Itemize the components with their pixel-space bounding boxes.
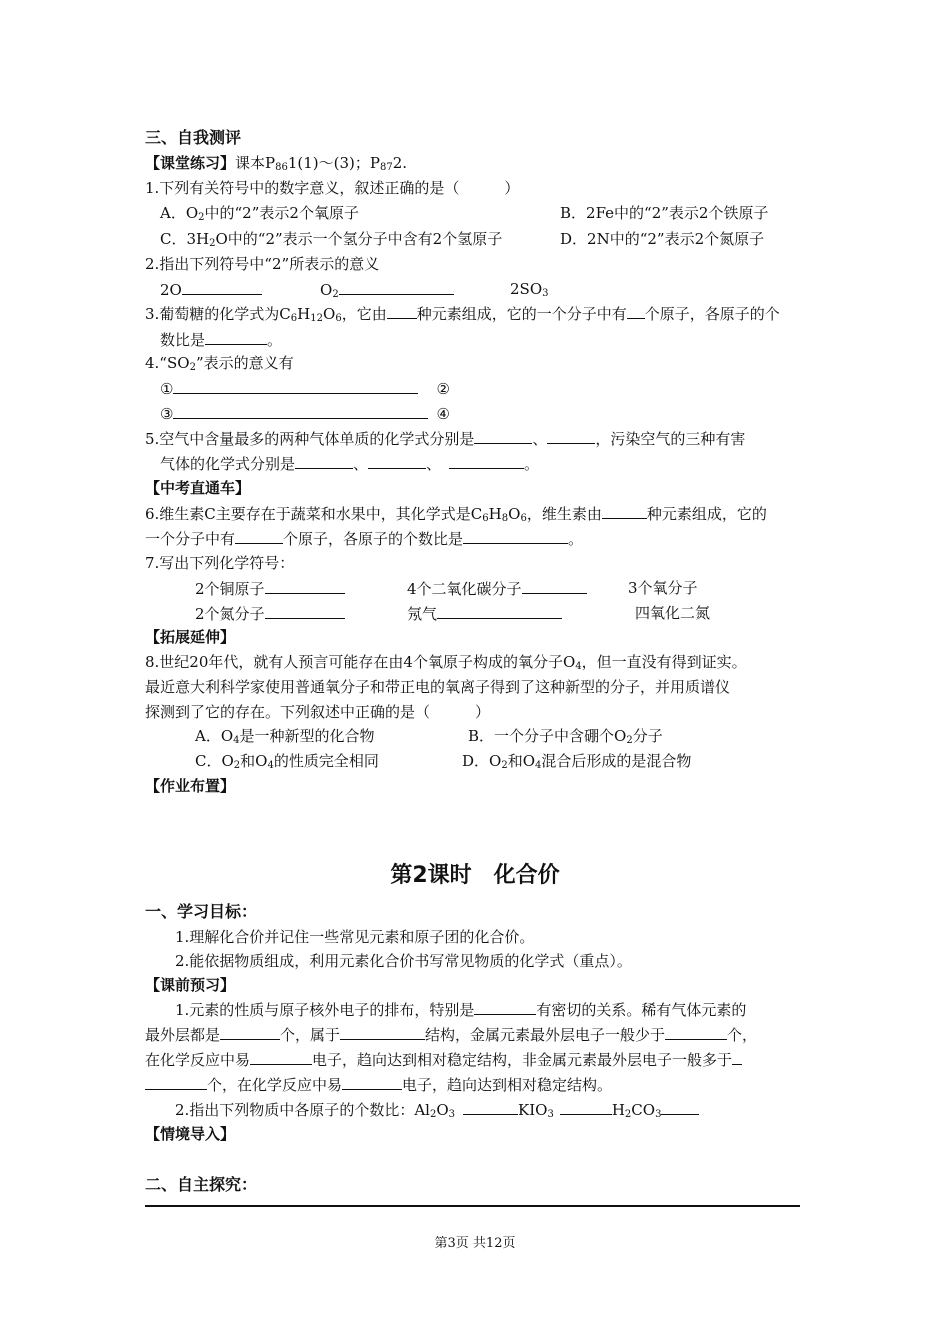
q5-blank-2[interactable] (547, 428, 595, 444)
q3-a: ，它由 (341, 305, 387, 323)
p1-line-3 (145, 1049, 742, 1070)
q8-line-2: 最近意大利科学家使用普通氧分子和带正电的氧离子得到了这种新型的分子，并用质谱仪 (145, 678, 731, 696)
p2-s1: 2 (429, 1109, 437, 1120)
q2-item-3 (510, 279, 549, 299)
q5-blank-1[interactable] (474, 428, 532, 444)
q8-a-post: 是一种新型的化合物 (239, 727, 375, 745)
q2-stem: 2.指出下列符号中“2”所表示的意义 (145, 255, 380, 273)
q2-blank-2[interactable] (339, 279, 454, 295)
q5-pre: 5.空气中含量最多的两种气体单质的化学式分别是 (145, 430, 475, 448)
p2-ks: 3 (547, 1109, 554, 1120)
q3-b: 种元素组成，它的一个分子中有 (416, 305, 627, 323)
q5-line-1 (145, 428, 745, 449)
q6-b: 种元素组成，它的 (646, 505, 767, 523)
q5-sep2: 、 (353, 455, 369, 473)
p1-blank-2[interactable] (220, 1024, 280, 1040)
q2-i2-pre: O (320, 281, 333, 299)
q6-s2: 8 (501, 513, 509, 524)
q3-m2: O (323, 305, 336, 323)
p1-line-1 (175, 999, 746, 1020)
q5-sep3: 、 (426, 455, 442, 473)
q8-option-b (468, 726, 663, 746)
q3-blank-1[interactable] (387, 303, 417, 319)
q4-row-1 (160, 378, 450, 399)
p1-l2d: 个， (727, 1026, 758, 1044)
q1-c-sub: 2 (209, 238, 216, 249)
q7-item-c: 3个氧分子 (628, 579, 698, 597)
divider (145, 1205, 800, 1207)
q5-end: 。 (524, 455, 540, 473)
p1-blank-7[interactable] (342, 1074, 402, 1090)
p2-s2: 3 (448, 1109, 456, 1120)
p1-blank-1[interactable] (474, 999, 536, 1015)
q4-stem (145, 353, 294, 373)
q2-i3-pre: 2SO (510, 280, 543, 298)
q1-a-post: 中的“2”表示2个氧原子 (204, 204, 359, 222)
practice-label: 【课堂练习】 (145, 154, 236, 172)
p1-l3b: 电子，趋向达到相对稳定结构，非金属元素最外层电子一般多于 (312, 1051, 733, 1069)
q6-l2b: 个原子，各原子的个数比是 (283, 530, 464, 548)
p1-l3a: 在化学反应中易 (145, 1051, 251, 1069)
q7-blank-a[interactable] (265, 578, 345, 594)
q8-d-s2: 4 (535, 760, 542, 771)
q7-e: 氖气 (407, 605, 438, 623)
q4-n4: ④ (436, 405, 450, 423)
q2-item-1 (160, 279, 262, 300)
page-sub-2: 87 (379, 162, 393, 173)
q4-n3: ③ (160, 405, 174, 423)
p2-h: H (611, 1101, 625, 1119)
q7-b: 4个二氧化碳分子 (407, 580, 522, 598)
practice-mid: 1(1)～(3)；P (287, 154, 380, 172)
p2-hs1: 2 (624, 1109, 632, 1120)
zk-label: 【中考直通车】 (145, 479, 251, 497)
q2-i1: 2O (160, 281, 182, 299)
hw-label: 【作业布置】 (145, 777, 236, 795)
q8-d-s1: 2 (501, 760, 508, 771)
q7-item-f: 四氧化二氮 (635, 604, 711, 622)
q4-row-2 (160, 403, 450, 424)
q3-l2b: 。 (267, 331, 283, 349)
q6-s3: 6 (520, 513, 527, 524)
q6-blank-3[interactable] (463, 528, 568, 544)
q2-i3-sub: 3 (542, 288, 549, 299)
q4-blank-3[interactable] (173, 403, 428, 419)
p1-blank-6a[interactable] (732, 1049, 742, 1065)
q5-mid: ，污染空气的三种有害 (595, 430, 746, 448)
q3-pre: 3.葡萄糖的化学式为C (145, 305, 291, 323)
q8-b-sub: 2 (626, 735, 633, 746)
q7-item-b (407, 578, 587, 599)
q5-blank-4[interactable] (368, 453, 426, 469)
q5-l2pre: 气体的化学式分别是 (160, 455, 296, 473)
practice-line (145, 153, 407, 173)
intro-label: 【情境导入】 (145, 1125, 236, 1143)
q7-item-e (407, 603, 562, 624)
q8-option-d (462, 751, 691, 771)
q8-c-pre: C．O (195, 752, 234, 770)
q7-item-d (195, 603, 345, 624)
q2-item-2 (320, 279, 454, 300)
q6-line-2 (145, 528, 583, 549)
q8-b-post: 分子 (632, 727, 663, 745)
q8-d-pre: D．O (462, 752, 502, 770)
q1-option-b: B．2Fe中的“2”表示2个铁原子 (560, 204, 769, 222)
q6-m1: H (488, 505, 502, 523)
p2-hm: CO (631, 1101, 656, 1119)
q3-s1: 6 (290, 313, 298, 324)
q1-option-a (160, 203, 359, 223)
q7-d: 2个氮分子 (195, 605, 265, 623)
q4-n1: ① (160, 380, 174, 398)
q8-option-a (195, 726, 375, 746)
p1-l1a: 1.元素的性质与原子核外电子的排布，特别是 (175, 1001, 475, 1019)
q1-a-pre: A．O (160, 204, 199, 222)
lesson-title: 第2课时 化合价 (390, 863, 560, 888)
q4-post: ”表示的意义有 (195, 354, 294, 372)
q8-l1a: 8.世纪20年代，就有人预言可能存在由4个氧原子构成的氧分子O (145, 653, 576, 671)
p1-l4c: 电子，趋向达到相对稳定结构。 (402, 1076, 613, 1094)
q8-c-s1: 2 (233, 760, 241, 771)
goal-1: 1.理解化合价并记住一些常见元素和原子团的化合价。 (175, 928, 535, 946)
q8-l1s: 4 (575, 661, 582, 672)
p1-blank-4[interactable] (665, 1024, 727, 1040)
p2-blank-2[interactable] (560, 1099, 612, 1115)
q8-c-post: 的性质完全相同 (273, 752, 379, 770)
page-sub-1: 86 (275, 162, 288, 173)
q5-sep1: 、 (532, 430, 548, 448)
q8-line-1 (145, 652, 747, 672)
p1-l2c: 结构，金属元素最外层电子一般少于 (425, 1026, 666, 1044)
goal-2: 2.能依据物质组成，利用元素化合价书写常见物质的化学式（重点）。 (175, 952, 632, 970)
q2-i2-sub: 2 (332, 289, 339, 300)
preview-label: 【课前预习】 (145, 976, 236, 994)
q6-blank-2[interactable] (235, 528, 283, 544)
q6-m2: O (508, 505, 521, 523)
q8-l1b: ，但一直没有得到证实。 (581, 653, 747, 671)
q3-line-2 (160, 329, 282, 350)
q6-line-1 (145, 503, 767, 524)
p1-l2a: 最外层都是 (145, 1026, 221, 1044)
q7-a: 2个铜原子 (195, 580, 265, 598)
p2-blank-3[interactable] (661, 1099, 699, 1115)
q1-c-post: O中的“2”表示一个氢分子中含有2个氢原子 (215, 230, 503, 248)
q3-blank-3[interactable] (205, 329, 267, 345)
q7-blank-d[interactable] (265, 603, 345, 619)
q8-c-s2: 4 (267, 760, 274, 771)
q6-s1: 6 (482, 513, 489, 524)
q6-pre: 6.维生素C主要存在于蔬菜和水果中，其化学式是C (145, 505, 483, 523)
p2-line (175, 1099, 699, 1120)
q6-a: ，维生素由 (526, 505, 602, 523)
q8-c-mid: 和O (240, 752, 268, 770)
q3-c: 个原子，各原子的个 (644, 305, 780, 323)
p1-l1b: 有密切的关系。稀有气体元素的 (536, 1001, 747, 1019)
section-heading-explore: 二、自主探究： (145, 1175, 258, 1194)
q4-pre: 4.“SO (145, 354, 190, 372)
p2-k: KIO (518, 1101, 548, 1119)
q3-s2: 12 (310, 313, 323, 324)
p1-blank-3[interactable] (340, 1024, 425, 1040)
q2-blank-1[interactable] (182, 279, 262, 295)
q8-d-mid: 和O (507, 752, 536, 770)
q8-d-post: 混合后形成的是混合物 (541, 752, 692, 770)
q1-option-d: D．2N中的“2”表示2个氮原子 (560, 230, 765, 248)
section-heading-goals: 一、学习目标： (145, 902, 258, 921)
q8-a-pre: A．O (195, 727, 234, 745)
section-heading-self-test: 三、自我测评 (145, 128, 242, 147)
p1-line-4 (145, 1074, 612, 1095)
q5-blank-3[interactable] (295, 453, 353, 469)
tz-label: 【拓展延伸】 (145, 628, 236, 646)
practice-ref: 课本P (235, 154, 276, 172)
p1-l2b: 个，属于 (280, 1026, 341, 1044)
p2-blank-1[interactable] (463, 1099, 518, 1115)
q6-blank-1[interactable] (602, 503, 647, 519)
q4-n2: ② (436, 380, 450, 398)
p1-blank-5[interactable] (250, 1049, 312, 1065)
q1-stem: 1.下列有关符号中的数字意义，叙述正确的是（ ） (145, 179, 520, 197)
q8-line-3: 探测到了它的存在。下列叙述中正确的是（ ） (145, 703, 491, 721)
q5-blank-5[interactable] (449, 453, 524, 469)
q6-l2c: 。 (568, 530, 584, 548)
q7-blank-b[interactable] (522, 578, 587, 594)
practice-end: 2. (392, 154, 408, 172)
q7-blank-e[interactable] (437, 603, 562, 619)
p2-m1: O (436, 1101, 449, 1119)
p1-l4b: 个，在化学反应中易 (207, 1076, 343, 1094)
p1-line-2 (145, 1024, 757, 1045)
q3-line-1 (145, 303, 780, 324)
p2-hs2: 3 (655, 1109, 662, 1120)
q6-l2a: 一个分子中有 (145, 530, 236, 548)
q7-item-a (195, 578, 345, 599)
q8-b-pre: B．一个分子中含硼个O (468, 727, 627, 745)
q1-a-sub: 2 (198, 212, 205, 223)
p1-blank-6b[interactable] (145, 1074, 207, 1090)
q3-s3: 6 (335, 313, 342, 324)
q3-blank-2[interactable] (627, 303, 645, 319)
p2-pre: 2.指出下列物质中各原子的个数比：Al (175, 1101, 430, 1119)
q5-line-2 (160, 453, 539, 474)
q3-m1: H (297, 305, 311, 323)
page-footer: 第3页 共12页 (434, 1236, 516, 1251)
q8-a-sub: 4 (233, 735, 240, 746)
q4-blank-1[interactable] (173, 378, 418, 394)
q8-option-c (195, 751, 379, 771)
q1-option-c (160, 229, 502, 249)
q3-l2a: 数比是 (160, 331, 206, 349)
q7-stem: 7.写出下列化学符号： (145, 554, 295, 572)
q1-c-pre: C．3H (160, 230, 210, 248)
q4-sub: 2 (189, 362, 196, 373)
